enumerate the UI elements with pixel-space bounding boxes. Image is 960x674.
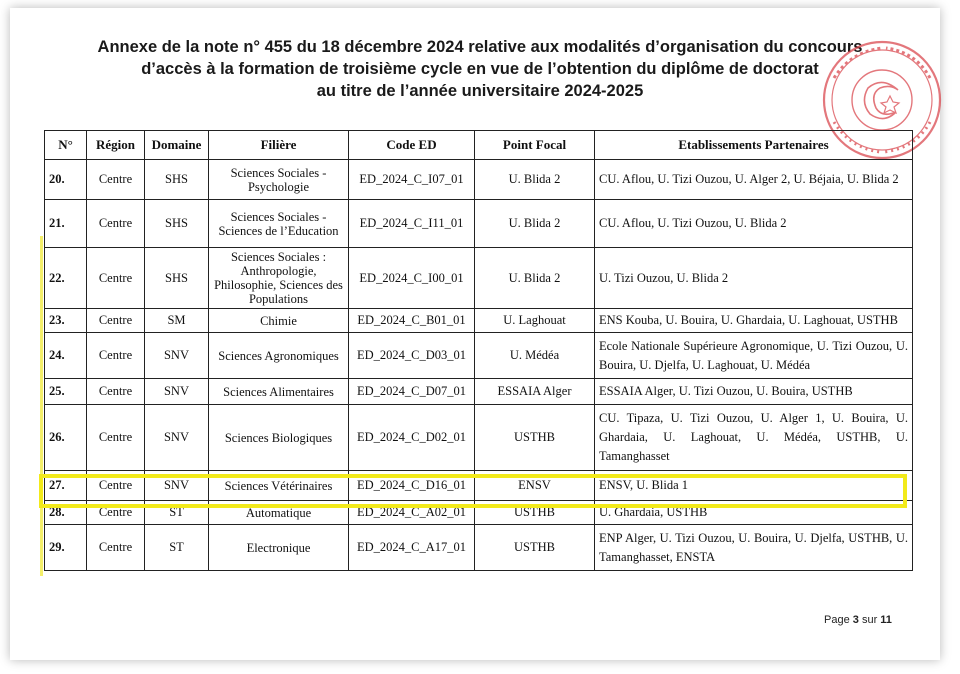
row-domaine: SM	[145, 309, 209, 333]
row-point-focal: USTHB	[475, 405, 595, 471]
row-code-ed: ED_2024_C_D07_01	[349, 379, 475, 405]
page-current: 3	[852, 614, 859, 626]
row-region: Centre	[87, 501, 145, 525]
table-row	[45, 333, 913, 379]
row-etablissements: ENP Alger, U. Tizi Ouzou, U. Bouira, U. Djelfa, USTHB, U. Tamanghasset, ENSTA	[595, 525, 913, 571]
row-filiere: Sciences Agronomiques	[209, 333, 349, 379]
row-filiere: Sciences Sociales : Anthropologie, Philosophie, Sciences des Populations	[209, 248, 349, 309]
row-code-ed: ED_2024_C_I07_01	[349, 160, 475, 200]
row-code-ed: ED_2024_C_A02_01	[349, 501, 475, 525]
header-region: Région	[87, 131, 145, 160]
row-filiere: Sciences Sociales - Psychologie	[209, 160, 349, 200]
row-region: Centre	[87, 248, 145, 309]
row-etablissements: CU. Aflou, U. Tizi Ouzou, U. Blida 2	[595, 200, 913, 248]
row-code-ed: ED_2024_C_I11_01	[349, 200, 475, 248]
document-title	[70, 36, 890, 102]
table-row	[45, 200, 913, 248]
row-num: 27.	[45, 471, 87, 501]
header-etablissements: Etablissements Partenaires	[595, 131, 913, 160]
row-num: 24.	[45, 333, 87, 379]
row-filiere: Automatique	[209, 501, 349, 525]
table-row	[45, 501, 913, 525]
row-filiere: Sciences Vétérinaires	[209, 471, 349, 501]
table-row	[45, 405, 913, 471]
row-point-focal: U. Laghouat	[475, 309, 595, 333]
row-num: 25.	[45, 379, 87, 405]
row-etablissements: Ecole Nationale Supérieure Agronomique, U. Tizi Ouzou, U. Bouira, U. Djelfa, U. Laghouat, U. Médéa	[595, 333, 913, 379]
row-code-ed: ED_2024_C_A17_01	[349, 525, 475, 571]
row-code-ed: ED_2024_C_I00_01	[349, 248, 475, 309]
row-region: Centre	[87, 379, 145, 405]
row-domaine: SNV	[145, 333, 209, 379]
page-label: Page	[824, 614, 850, 626]
row-domaine: SNV	[145, 471, 209, 501]
page-number	[824, 614, 892, 626]
table-header-row	[45, 131, 913, 160]
row-etablissements: U. Ghardaia, USTHB	[595, 501, 913, 525]
row-point-focal: U. Médéa	[475, 333, 595, 379]
row-region: Centre	[87, 525, 145, 571]
row-code-ed: ED_2024_C_D03_01	[349, 333, 475, 379]
row-point-focal: USTHB	[475, 501, 595, 525]
table-row	[45, 379, 913, 405]
table-row	[45, 525, 913, 571]
header-point-focal: Point Focal	[475, 131, 595, 160]
row-domaine: SHS	[145, 160, 209, 200]
table-row	[45, 160, 913, 200]
row-num: 20.	[45, 160, 87, 200]
row-etablissements: ESSAIA Alger, U. Tizi Ouzou, U. Bouira, USTHB	[595, 379, 913, 405]
row-point-focal: ESSAIA Alger	[475, 379, 595, 405]
row-domaine: SHS	[145, 200, 209, 248]
row-etablissements: CU. Tipaza, U. Tizi Ouzou, U. Alger 1, U. Bouira, U. Ghardaia, U. Laghouat, U. Médéa, USTHB, U. Tamanghasset	[595, 405, 913, 471]
row-point-focal: U. Blida 2	[475, 200, 595, 248]
title-line-3: au titre de l’année universitaire 2024-2025	[316, 82, 644, 100]
row-region: Centre	[87, 200, 145, 248]
table-row	[45, 471, 913, 501]
row-code-ed: ED_2024_C_B01_01	[349, 309, 475, 333]
row-etablissements: ENSV, U. Blida 1	[595, 471, 913, 501]
row-point-focal: USTHB	[475, 525, 595, 571]
row-filiere: Sciences Sociales - Sciences de l’Education	[209, 200, 349, 248]
edge-highlight-mark	[40, 236, 43, 576]
row-num: 28.	[45, 501, 87, 525]
row-region: Centre	[87, 405, 145, 471]
header-filiere: Filière	[209, 131, 349, 160]
row-num: 23.	[45, 309, 87, 333]
header-domaine: Domaine	[145, 131, 209, 160]
doctoral-schools-table	[44, 130, 913, 571]
row-code-ed: ED_2024_C_D02_01	[349, 405, 475, 471]
header-num: N°	[45, 131, 87, 160]
table-row	[45, 248, 913, 309]
header-code-ed: Code ED	[349, 131, 475, 160]
row-etablissements: ENS Kouba, U. Bouira, U. Ghardaia, U. Laghouat, USTHB	[595, 309, 913, 333]
row-region: Centre	[87, 333, 145, 379]
row-filiere: Sciences Alimentaires	[209, 379, 349, 405]
page-total: 11	[880, 614, 892, 626]
row-etablissements: U. Tizi Ouzou, U. Blida 2	[595, 248, 913, 309]
row-point-focal: U. Blida 2	[475, 160, 595, 200]
row-filiere: Electronique	[209, 525, 349, 571]
title-line-1: Annexe de la note n° 455 du 18 décembre 2024 relative aux modalités d’organisation du concours	[97, 38, 863, 56]
row-filiere: Chimie	[209, 309, 349, 333]
row-num: 22.	[45, 248, 87, 309]
page-sep: sur	[861, 614, 878, 626]
row-region: Centre	[87, 471, 145, 501]
row-domaine: ST	[145, 525, 209, 571]
title-line-2: d’accès à la formation de troisième cycle en vue de l’obtention du diplôme de doctorat	[141, 60, 819, 78]
row-domaine: SNV	[145, 379, 209, 405]
row-region: Centre	[87, 309, 145, 333]
row-etablissements: CU. Aflou, U. Tizi Ouzou, U. Alger 2, U. Béjaia, U. Blida 2	[595, 160, 913, 200]
row-domaine: SNV	[145, 405, 209, 471]
row-code-ed: ED_2024_C_D16_01	[349, 471, 475, 501]
row-domaine: SHS	[145, 248, 209, 309]
table-row	[45, 309, 913, 333]
row-num: 29.	[45, 525, 87, 571]
row-region: Centre	[87, 160, 145, 200]
row-filiere: Sciences Biologiques	[209, 405, 349, 471]
row-point-focal: ENSV	[475, 471, 595, 501]
row-num: 26.	[45, 405, 87, 471]
row-domaine: ST	[145, 501, 209, 525]
row-point-focal: U. Blida 2	[475, 248, 595, 309]
row-num: 21.	[45, 200, 87, 248]
